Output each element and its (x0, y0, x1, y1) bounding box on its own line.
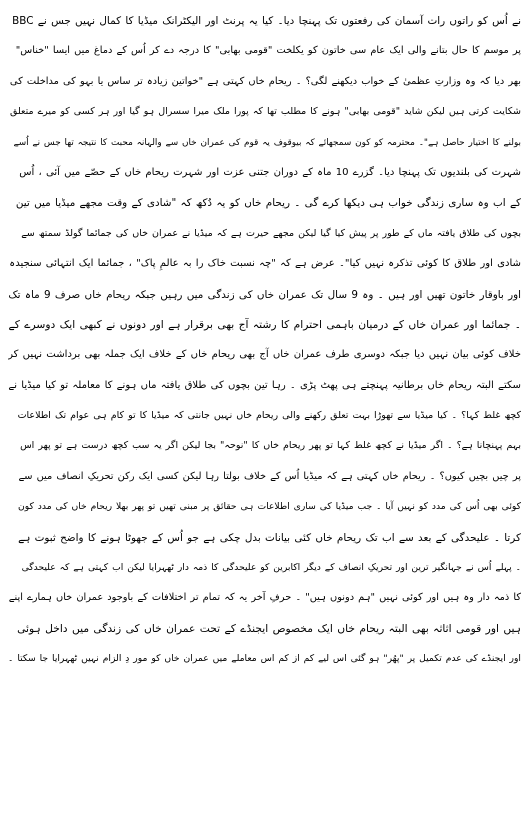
article-line-6: شہرت کی بلندیوں تک پہنچا دیا۔ گزرے 10 ماہ کے دوران جتنی عزت اور شہرت ریحام خاں کے حصّے میں آئی ، اُس (19, 166, 521, 178)
article-line-16: پر چیں بچیں کیوں؟ ۔ ریحام خاں کہتی ہے کہ میڈیا اُس کے خلاف بولتا رہا لیکن کسی ایک رکن تحریکِ انصاف میں سے (18, 470, 521, 482)
article-line-21: ہیں اور قومی اثاثہ بھی البتہ ریحام خاں ایک مخصوص ایجنڈے کے تحت عمران خاں کی زندگی میں داخل ہوئی (17, 621, 521, 635)
article-line-3: بھر دیا کہ وہ وزارتِ عظمیٰ کے خواب دیکھنے لگی؟ ۔ ریحام خاں کہتی ہے "خواتین زیادہ تر ساس یا بہو کی مداخلت کی (9, 75, 521, 87)
article-line-5: بولنے کا اختیار حاصل ہے"۔ محترمہ کو کون سمجھائے کہ بیوقوف یہ قوم کی عمران خاں سے والہانہ محبت کا نتیجہ تھا جس نے اُسے (13, 137, 521, 148)
article-line-1: نے اُس کو راتوں رات آسمان کی رفعتوں تک پہنچا دیا۔ کیا یہ پرنٹ اور الیکٹرانک میڈیا کا کمال نہیں جس نے BBC (12, 15, 521, 27)
article-body (8, 6, 521, 675)
article-line-2: پر موسم کا حال بتانے والی ایک عام سی خاتون کو یکلخت "قومی بھابی" کا درجہ دے کر اُس کے دماغ میں ایسا "خناس" (15, 45, 521, 57)
article-line-20: کا ذمہ دار وہ ہیں اور کوئی نہیں "ہم دونوں ہیں" ۔ حرفِ آخر یہ کہ تمام تر اختلافات کے باوجود عمران خاں ہمارے اپنے (8, 592, 521, 604)
article-line-11: ۔ جمائما اور عمران خاں کے درمیان باہمی احترام کا رشتہ آج بھی برقرار ہے اور دونوں نے کبھی ایک دوسرے کے (8, 317, 521, 331)
article-line-8: بچوں کی طلاق یافتہ ماں کے طور پر پیش کیا گیا لیکن مجھے حیرت ہے کہ میڈیا نے عمران خاں کی جمائما گولڈ سمتھ سے (21, 227, 521, 239)
article-line-13: سکتے البتہ ریحام خاں برطانیہ پہنچتے ہی پھٹ پڑی ۔ رہا تین بچوں کی طلاق یافتہ ماں ہونے کا معاملہ تو کیا میڈیا نے (8, 379, 521, 391)
article-line-4: شکایت کرتی ہیں لیکن شاید "قومی بھابی" ہونے کا مطلب تھا کہ پورا ملک میرا سسرال ہو گیا اور ہر کسی کو میرے متعلق (9, 106, 521, 118)
article-line-17: کوئی بھی اُس کی مدد کو نہیں آیا ۔ جب میڈیا کی ساری اطلاعات ہی حقائق پر مبنی تھیں تو پھر بھلا ریحام خاں کی مدد کون (18, 501, 521, 513)
article-line-9: شادی اور طلاق کا کوئی تذکرہ نہیں کیا"۔ عرض ہے کہ "چہ نسبت خاک را بہ عالمِ پاک" ، جمائما ایک انتہائی سنجیدہ (9, 258, 521, 270)
article-line-18: کرتا ۔ علیحدگی کے بعد سے اب تک ریحام خاں کئی بیانات بدل چکی ہے جو اُس کے جھوٹا ہونے کا واضح ثبوت ہے (18, 531, 521, 544)
article-line-15: بہم پہنچانا ہے؟ ۔ اگر میڈیا نے کچھ غلط کہا تو پھر ریحام خاں کا "نوحہ" بجا لیکن اگر یہ سب کچھ درست ہے تو پھر اس (20, 440, 521, 452)
article-line-22: اور ایجنڈے کی عدم تکمیل پر "پھُر" ہو گئی اس لیے کم از کم اس معاملے میں عمران خاں کو مور دِ الزام نہیں ٹھہرایا جا سکتا ۔ (8, 653, 521, 665)
article-line-10: اور باوقار خاتون تھیں اور ہیں ۔ وہ 9 سال تک عمران خاں کی زندگی میں رہیں جبکہ ریحام خاں صرف 9 ماہ تک (8, 288, 521, 301)
article-line-12: خلاف کوئی بیان نہیں دیا جبکہ دوسری طرف عمران خاں آج بھی ریحام خاں کے خلاف ایک جملہ بھی برداشت نہیں کر (8, 349, 521, 361)
article-line-7: کے اب وہ ساری زندگی خواب ہی دیکھا کرے گی ۔ ریحام خاں کو یہ دُکھ کہ "شادی کے وقت مجھے میڈیا میں تین (15, 197, 521, 210)
article-line-14: کچھ غلط کہا؟ ۔ کیا میڈیا سے تھوڑا بہت تعلق رکھنے والی ریحام خاں نہیں جانتی کہ میڈیا کا تو کام ہی عوام تک اطلاعات (17, 410, 521, 422)
article-line-19: ۔ پہلے اُس نے جہانگیر ترین اور تحریکِ انصاف کے دیگر اکابرین کو علیحدگی کا ذمہ دار ٹھہرایا لیکن اب کہتی ہے کہ علیحدگی (21, 562, 521, 574)
